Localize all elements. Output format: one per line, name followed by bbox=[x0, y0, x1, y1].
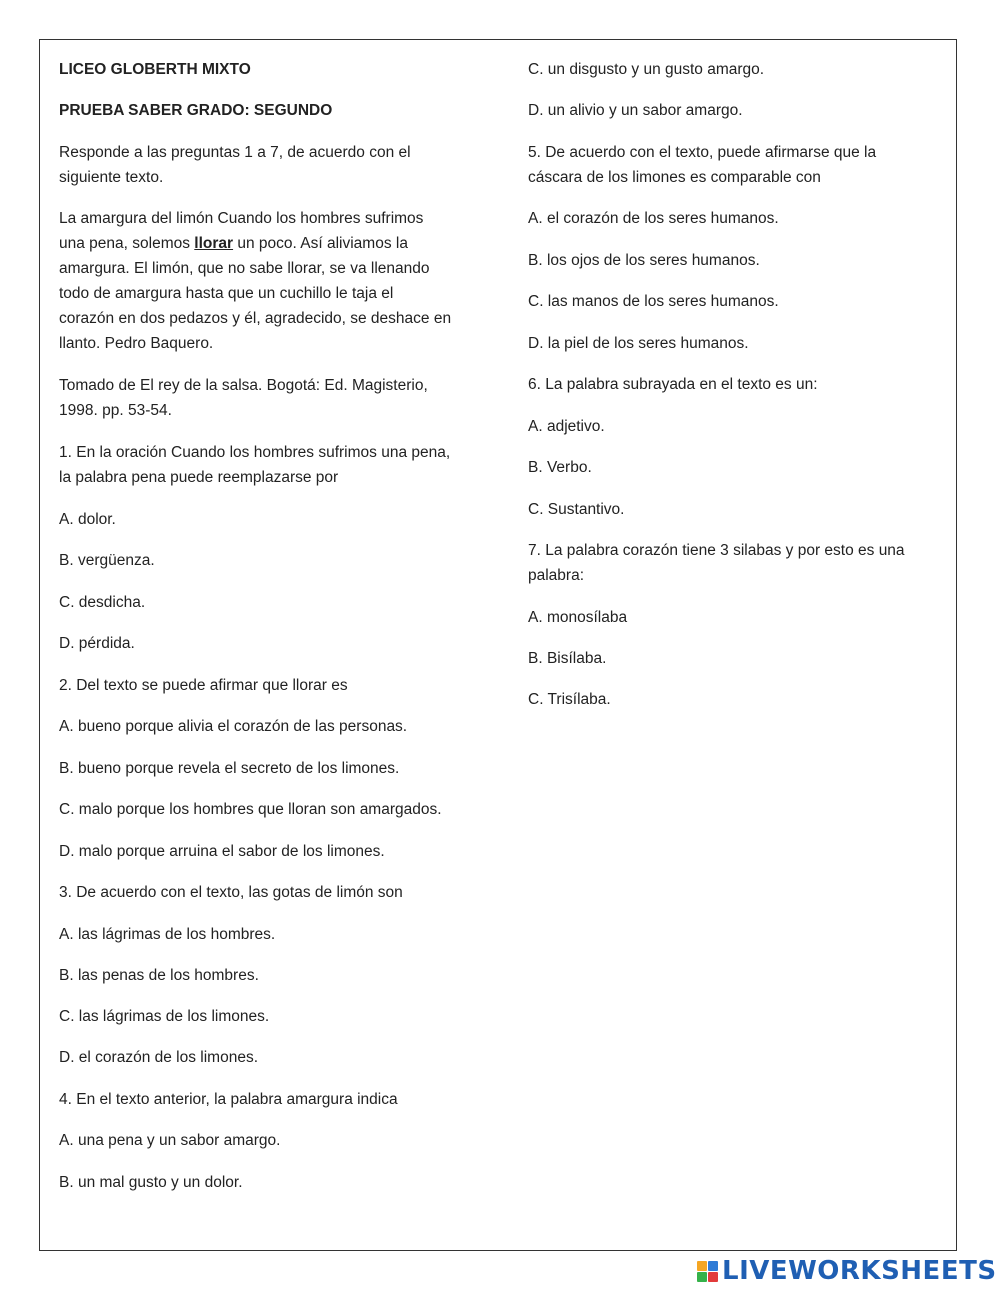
question-4-prompt: 4. En el texto anterior, la palabra amargura indica bbox=[59, 1091, 398, 1108]
question-7-option: C. Trisílaba. bbox=[528, 691, 611, 708]
question-3-prompt: 3. De acuerdo con el texto, las gotas de limón son bbox=[59, 884, 403, 901]
question-5-prompt: cáscara de los limones es comparable con bbox=[528, 169, 821, 186]
question-4-option: C. un disgusto y un gusto amargo. bbox=[528, 61, 765, 78]
source-line: 1998. pp. 53-54. bbox=[59, 402, 172, 419]
question-6-prompt: 6. La palabra subrayada en el texto es un: bbox=[528, 376, 818, 393]
instructions-line: siguiente texto. bbox=[59, 169, 164, 186]
question-1-option: D. pérdida. bbox=[59, 635, 135, 652]
question-1-option: B. vergüenza. bbox=[59, 552, 155, 569]
question-4-option: D. un alivio y un sabor amargo. bbox=[528, 102, 743, 119]
question-6-option: B. Verbo. bbox=[528, 459, 592, 476]
passage-line: una pena, solemos llorar un poco. Así aliviamos la bbox=[59, 235, 408, 252]
question-1-option: A. dolor. bbox=[59, 511, 116, 528]
question-2-option: A. bueno porque alivia el corazón de las personas. bbox=[59, 718, 408, 735]
question-2-option: B. bueno porque revela el secreto de los limones. bbox=[59, 760, 400, 777]
question-5-option: B. los ojos de los seres humanos. bbox=[528, 252, 760, 269]
question-4-option: A. una pena y un sabor amargo. bbox=[59, 1132, 281, 1149]
question-5-option: C. las manos de los seres humanos. bbox=[528, 293, 779, 310]
passage-line: todo de amargura hasta que un cuchillo le taja el bbox=[59, 285, 394, 302]
logo-text: LIVEWORKSHEETS bbox=[722, 1256, 997, 1286]
question-4-option: B. un mal gusto y un dolor. bbox=[59, 1174, 243, 1191]
question-1-option: C. desdicha. bbox=[59, 594, 146, 611]
question-1-prompt: 1. En la oración Cuando los hombres sufrimos una pena, bbox=[59, 444, 451, 461]
school-name: LICEO GLOBERTH MIXTO bbox=[59, 61, 251, 78]
question-7-prompt: 7. La palabra corazón tiene 3 silabas y por esto es una bbox=[528, 542, 905, 559]
question-7-option: A. monosílaba bbox=[528, 609, 628, 626]
question-3-option: D. el corazón de los limones. bbox=[59, 1049, 259, 1066]
passage-line: La amargura del limón Cuando los hombres sufrimos bbox=[59, 210, 424, 227]
passage-line: llanto. Pedro Baquero. bbox=[59, 335, 214, 352]
source-line: Tomado de El rey de la salsa. Bogotá: Ed. Magisterio, bbox=[59, 377, 428, 394]
question-3-option: B. las penas de los hombres. bbox=[59, 967, 259, 984]
question-3-option: C. las lágrimas de los limones. bbox=[59, 1008, 270, 1025]
test-title: PRUEBA SABER GRADO: SEGUNDO bbox=[59, 102, 333, 119]
question-2-prompt: 2. Del texto se puede afirmar que llorar es bbox=[59, 677, 348, 694]
logo-mark-icon bbox=[697, 1261, 718, 1282]
question-1-prompt: la palabra pena puede reemplazarse por bbox=[59, 469, 339, 486]
question-2-option: C. malo porque los hombres que lloran son amargados. bbox=[59, 801, 442, 818]
question-3-option: A. las lágrimas de los hombres. bbox=[59, 926, 276, 943]
instructions-line: Responde a las preguntas 1 a 7, de acuerdo con el bbox=[59, 144, 411, 161]
question-5-prompt: 5. De acuerdo con el texto, puede afirmarse que la bbox=[528, 144, 877, 161]
question-5-option: D. la piel de los seres humanos. bbox=[528, 335, 749, 352]
question-7-option: B. Bisílaba. bbox=[528, 650, 607, 667]
question-6-option: A. adjetivo. bbox=[528, 418, 605, 435]
question-6-option: C. Sustantivo. bbox=[528, 501, 625, 518]
question-2-option: D. malo porque arruina el sabor de los limones. bbox=[59, 843, 385, 860]
question-5-option: A. el corazón de los seres humanos. bbox=[528, 210, 779, 227]
underlined-word: llorar bbox=[194, 235, 234, 252]
passage-line: corazón en dos pedazos y él, agradecido, se deshace en bbox=[59, 310, 452, 327]
liveworksheets-logo[interactable] bbox=[697, 1256, 997, 1286]
question-7-prompt: palabra: bbox=[528, 567, 585, 584]
passage-line: amargura. El limón, que no sabe llorar, se va llenando bbox=[59, 260, 430, 277]
